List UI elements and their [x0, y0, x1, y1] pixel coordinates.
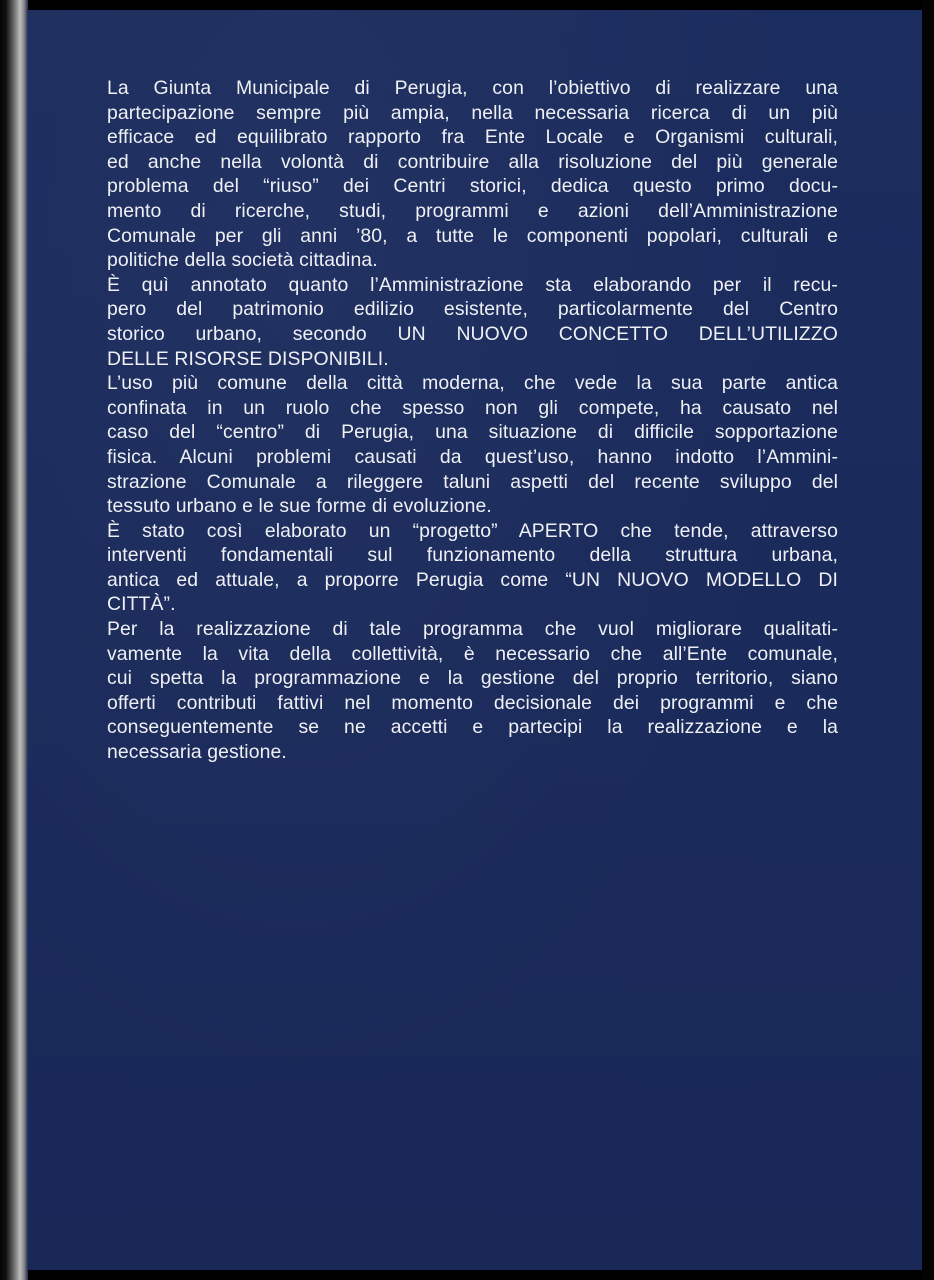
text-line: pero del patrimonio edilizio esistente, particolarmente del Centro: [107, 298, 838, 321]
text-line: storico urbano, secondo UN NUOVO CONCETTO DELL’UTILIZZO: [107, 322, 838, 345]
text-line: politiche della società cittadina.: [107, 249, 378, 272]
paragraph-5: [107, 617, 838, 765]
text-line: caso del “centro” di Perugia, una situazione di difficile sopportazione: [107, 421, 838, 444]
text-line: ed anche nella volontà di contribuire alla risoluzione del più generale: [107, 150, 838, 173]
text-line: È stato così elaborato un “progetto” APERTO che tende, attraverso: [107, 519, 838, 542]
paragraph-3: [107, 371, 838, 519]
text-line: problema del “riuso” dei Centri storici, dedica questo primo docu-: [107, 175, 838, 198]
text-line: tessuto urbano e le sue forme di evoluzione.: [107, 495, 492, 518]
book-spine-edge: [0, 0, 28, 1280]
text-line: efficace ed equilibrato rapporto fra Ente Locale e Organismi culturali,: [107, 126, 838, 149]
right-border: [922, 0, 934, 1280]
paragraph-2: [107, 273, 838, 371]
paragraph-1: [107, 76, 838, 273]
text-line: È quì annotato quanto l’Amministrazione sta elaborando per il recu-: [107, 273, 838, 296]
text-line: L’uso più comune della città moderna, che vede la sua parte antica: [107, 372, 838, 395]
paragraph-4: [107, 519, 838, 617]
text-line: interventi fondamentali sul funzionamento della struttura urbana,: [107, 544, 838, 567]
text-line: partecipazione sempre più ampia, nella necessaria ricerca di un più: [107, 101, 838, 124]
text-line: DELLE RISORSE DISPONIBILI.: [107, 347, 389, 370]
back-cover-text: [107, 76, 838, 765]
text-line: antica ed attuale, a proporre Perugia come “UN NUOVO MODELLO DI: [107, 568, 838, 591]
text-line: cui spetta la programmazione e la gestione del proprio territorio, siano: [107, 667, 838, 690]
text-line: Comunale per gli anni ’80, a tutte le componenti popolari, culturali e: [107, 224, 838, 247]
text-line: La Giunta Municipale di Perugia, con l’obiettivo di realizzare una: [107, 77, 838, 99]
text-line: CITTÀ”.: [107, 593, 176, 616]
text-line: necessaria gestione.: [107, 741, 287, 764]
text-line: vamente la vita della collettività, è necessario che all’Ente comunale,: [107, 642, 838, 665]
text-line: mento di ricerche, studi, programmi e azioni dell’Amministrazione: [107, 199, 838, 222]
text-line: conseguentemente se ne accetti e partecipi la realizzazione e la: [107, 716, 838, 739]
text-line: offerti contributi fattivi nel momento decisionale dei programmi e che: [107, 691, 838, 714]
text-line: Per la realizzazione di tale programma che vuol migliorare qualitati-: [107, 618, 838, 641]
text-line: confinata in un ruolo che spesso non gli compete, ha causato nel: [107, 396, 838, 419]
text-line: strazione Comunale a rileggere taluni aspetti del recente sviluppo del: [107, 470, 838, 493]
text-line: fisica. Alcuni problemi causati da quest’uso, hanno indotto l’Ammini-: [107, 445, 838, 468]
